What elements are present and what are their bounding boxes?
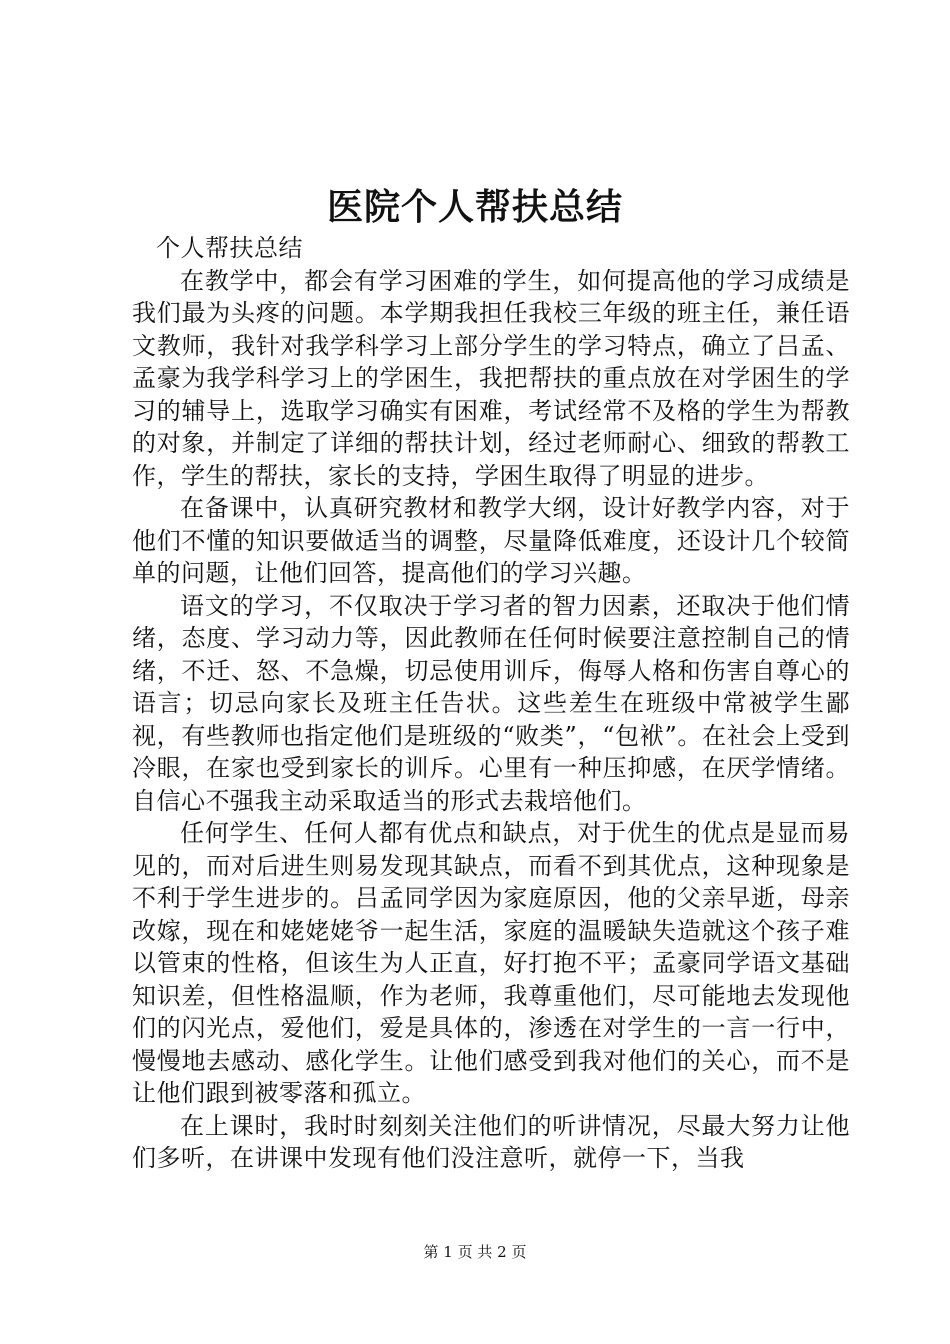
paragraph-5: 在上课时，我时时刻刻关注他们的听讲情况，尽最大努力让他们多听，在讲课中发现有他们没注意听，就停一下，当我: [132, 1111, 850, 1172]
document-title: 医院个人帮扶总结: [326, 186, 623, 228]
paragraph-1: 在教学中，都会有学习困难的学生，如何提高他的学习成绩是我们最为头疼的问题。本学期我担任我校三年级的班主任，兼任语文教师，我针对我学科学习上部分学生的学习特点，确立了吕孟、孟豪为我学科学习上的学困生，我把帮扶的重点放在对学困生的学习的辅导上，选取学习确实有困难，考试经常不及格的学生为帮教的对象，并制定了详细的帮扶计划，经过老师耐心、细致的帮教工作，学生的帮扶，家长的支持，学困生取得了明显的进步。: [132, 266, 850, 490]
paragraph-3: 语文的学习，不仅取决于学习者的智力因素，还取决于他们情绪，态度、学习动力等，因此教师在任何时候要注意控制自己的情绪，不迁、怒、不急燥，切忌使用训斥，侮辱人格和伤害自尊心的语言；切忌向家长及班主任告状。这些差生在班级中常被学生鄙视，有些教师也指定他们是班级的“败类”，“包袱”。在社会上受到冷眼，在家也受到家长的训斥。心里有一种压抑感，在厌学情绪。自信心不强我主动采取适当的形式去栽培他们。: [132, 591, 850, 815]
paragraph-2: 在备课中，认真研究教材和教学大纲，设计好教学内容，对于他们不懂的知识要做适当的调整，尽量降低难度，还设计几个较简单的问题，让他们回答，提高他们的学习兴趣。: [132, 494, 850, 587]
paragraph-4: 任何学生、任何人都有优点和缺点，对于优生的优点是显而易见的，而对后进生则易发现其缺点，而看不到其优点，这种现象是不利于学生进步的。吕孟同学因为家庭原因，他的父亲早逝，母亲改嫁，现在和姥姥姥爷一起生活，家庭的温暖缺失造就这个孩子难以管束的性格，但该生为人正直，好打抱不平；孟豪同学语文基础知识差，但性格温顺，作为老师，我尊重他们，尽可能地去发现他们的闪光点，爱他们，爱是具体的，渗透在对学生的一言一行中，慢慢地去感动、感化学生。让他们感受到我对他们的关心，而不是让他们跟到被零落和孤立。: [132, 819, 850, 1107]
document-body: [132, 232, 850, 1175]
document-subtitle: 个人帮扶总结: [156, 234, 303, 262]
page-number-footer: 第 1 页 共 2 页: [423, 1243, 527, 1261]
